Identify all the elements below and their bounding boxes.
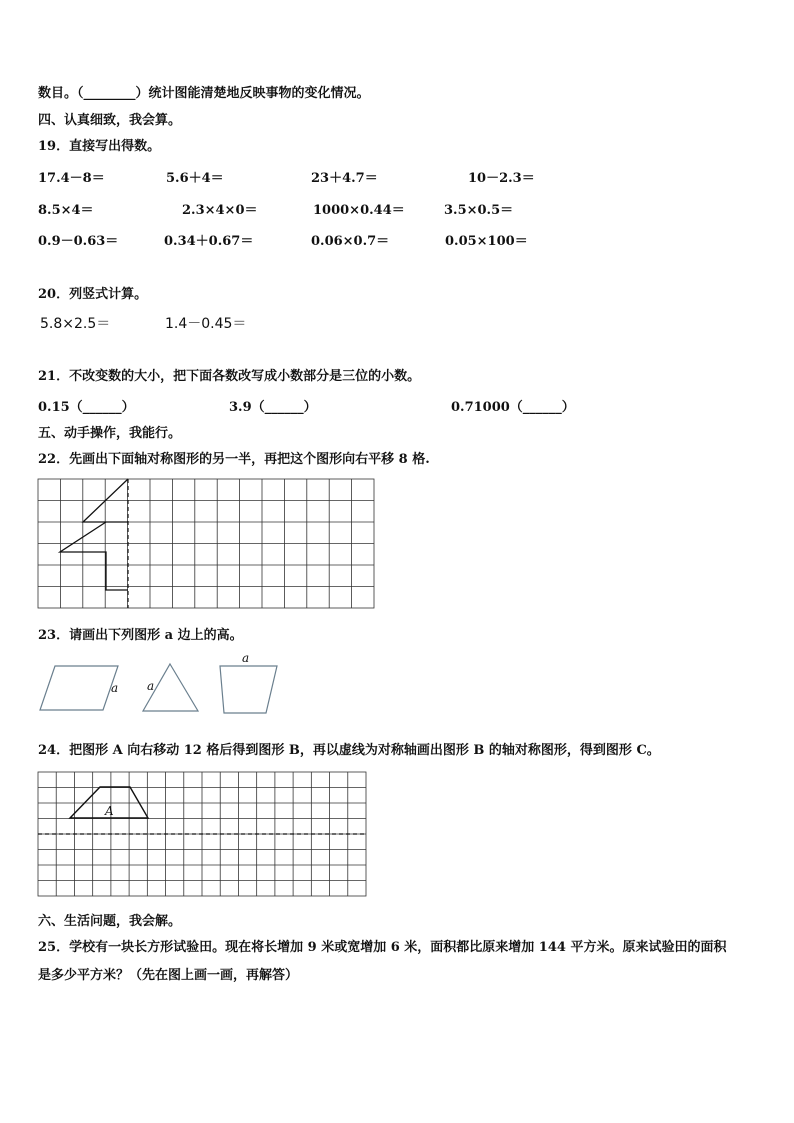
mental-math-item: 1000×0.44＝ [313, 203, 405, 218]
q24-title: 24．把图形 A 向右移动 12 格后得到图形 B，再以虚线为对称轴画出图形 B 的轴对称图形，得到图形 C。 [38, 743, 660, 758]
decimal-item: 0.71000（______） [451, 400, 575, 415]
mental-math-item: 3.5×0.5＝ [444, 203, 514, 218]
decimal-item: 0.15（______） [38, 400, 135, 415]
vertical-calc-item: 5.8×2.5＝ [40, 316, 111, 332]
mental-math-item: 17.4－8＝ [38, 171, 105, 186]
mental-math-item: 23＋4.7＝ [311, 171, 378, 186]
mental-math-item: 0.05×100＝ [445, 234, 528, 249]
mental-math-item: 10－2.3＝ [468, 171, 535, 186]
q23-title: 23．请画出下列图形 a 边上的高。 [38, 628, 243, 643]
mental-math-item: 2.3×4×0＝ [182, 203, 258, 218]
mental-math-item: 5.6＋4＝ [166, 171, 224, 186]
vertical-calc-item: 1.4－0.45＝ [165, 316, 247, 332]
q22-title: 22．先画出下面轴对称图形的另一半，再把这个图形向右平移 8 格. [38, 452, 430, 467]
trapezoid-side-label: a [242, 651, 250, 665]
section-6-heading: 六、生活问题，我会解。 [38, 914, 182, 929]
shape-A-label: A [105, 804, 114, 818]
mental-math-item: 8.5×4＝ [38, 203, 94, 218]
q20-title: 20．列竖式计算。 [38, 287, 148, 302]
decimal-item: 3.9（______） [229, 400, 317, 415]
parallelogram-side-label: a [111, 681, 119, 695]
q25-line-2: 是多少平方米？（先在图上画一画，再解答） [38, 968, 299, 983]
mental-math-item: 0.34＋0.67＝ [164, 234, 254, 249]
mental-math-item: 0.9－0.63＝ [38, 234, 119, 249]
section-4-heading: 四、认真细致，我会算。 [38, 113, 182, 128]
q25-line-1: 25．学校有一块长方形试验田。现在将长增加 9 米或宽增加 6 米，面积都比原来增加 144 平方米。原来试验田的面积 [38, 940, 727, 955]
q19-title: 19．直接写出得数。 [38, 139, 161, 154]
mental-math-item: 0.06×0.7＝ [311, 234, 390, 249]
section-5-heading: 五、动手操作，我能行。 [38, 426, 182, 441]
q21-title: 21．不改变数的大小，把下面各数改写成小数部分是三位的小数。 [38, 369, 421, 384]
q18-tail-line: 数目。（________）统计图能清楚地反映事物的变化情况。 [38, 86, 370, 101]
triangle-side-label: a [147, 679, 155, 693]
